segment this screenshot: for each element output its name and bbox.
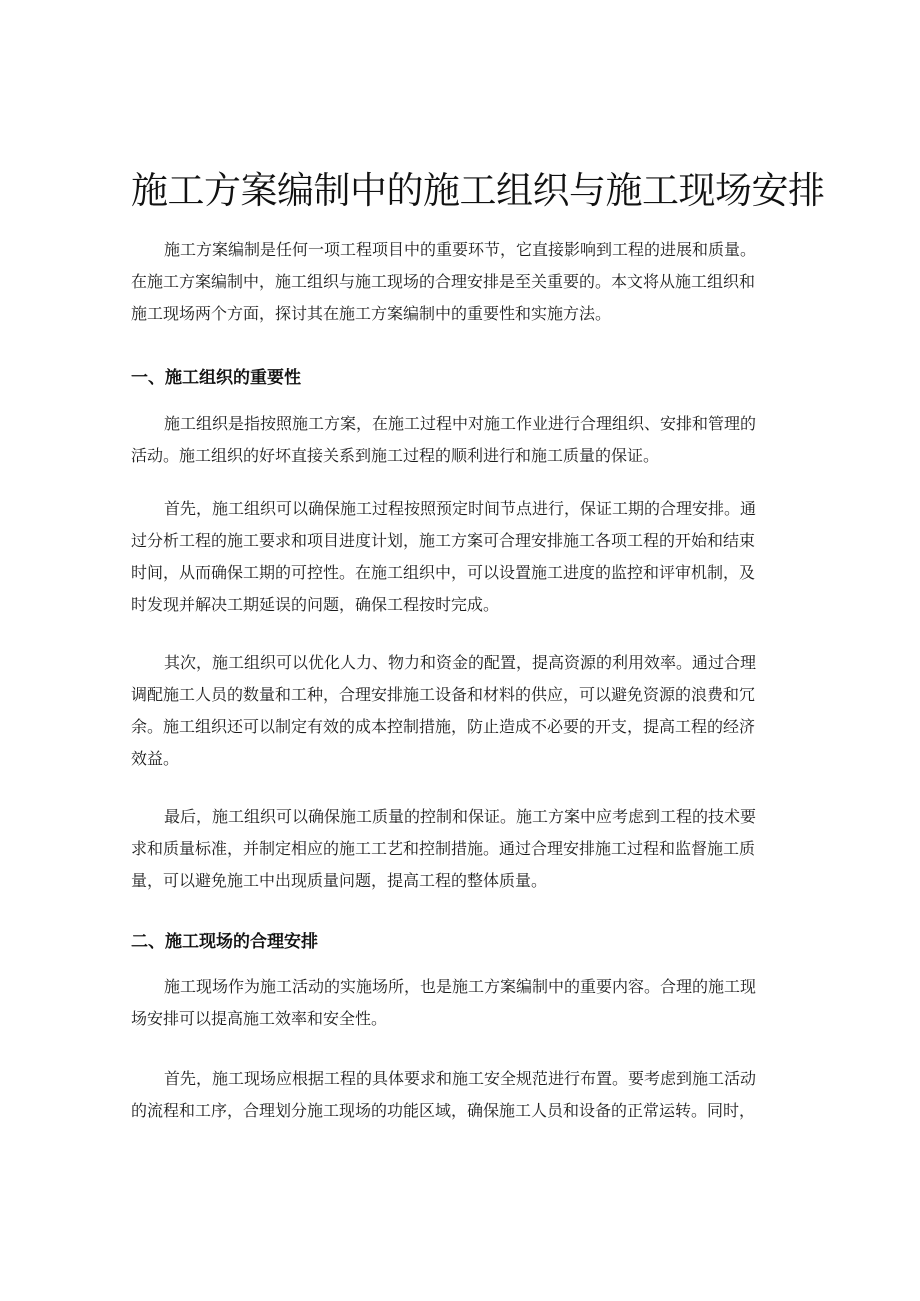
- section-1-paragraph-3: [131, 647, 797, 775]
- paragraph-line: 首先，施工组织可以确保施工过程按照预定时间节点进行，保证工期的合理安排。通: [164, 499, 757, 518]
- paragraph-line: 场安排可以提高施工效率和安全性。: [131, 1009, 388, 1028]
- paragraph-line: 在施工方案编制中，施工组织与施工现场的合理安排是至关重要的。本文将从施工组织和: [131, 272, 756, 291]
- paragraph-line: 施工现场作为施工活动的实施场所，也是施工方案编制中的重要内容。合理的施工现: [164, 977, 757, 996]
- section-2-paragraph-1: [131, 971, 797, 1035]
- paragraph-line: 施工组织是指按照施工方案，在施工过程中对施工作业进行合理组织、安排和管理的: [164, 414, 757, 433]
- paragraph-line: 施工方案编制是任何一项工程项目中的重要环节，它直接影响到工程的进展和质量。: [164, 240, 757, 259]
- paragraph-line: 时间，从而确保工期的可控性。在施工组织中，可以设置施工进度的监控和评审机制，及: [131, 563, 756, 582]
- paragraph-line: 最后，施工组织可以确保施工质量的控制和保证。施工方案中应考虑到工程的技术要: [164, 807, 757, 826]
- paragraph-line: 施工现场两个方面，探讨其在施工方案编制中的重要性和实施方法。: [131, 304, 612, 323]
- section-2-paragraph-2: [131, 1063, 797, 1127]
- paragraph-line: 调配施工人员的数量和工种，合理安排施工设备和材料的供应，可以避免资源的浪费和冗: [131, 685, 756, 704]
- paragraph-line: 量，可以避免施工中出现质量问题，提高工程的整体质量。: [131, 871, 548, 890]
- paragraph-line: 首先，施工现场应根据工程的具体要求和施工安全规范进行布置。要考虑到施工活动: [164, 1069, 757, 1088]
- paragraph-line: 求和质量标准，并制定相应的施工工艺和控制措施。通过合理安排施工过程和监督施工质: [131, 839, 756, 858]
- paragraph-line: 活动。施工组织的好坏直接关系到施工过程的顺利进行和施工质量的保证。: [131, 446, 660, 465]
- paragraph-line: 过分析工程的施工要求和项目进度计划，施工方案可合理安排施工各项工程的开始和结束: [131, 531, 756, 550]
- paragraph-line: 时发现并解决工期延误的问题，确保工程按时完成。: [131, 595, 500, 614]
- section-1-paragraph-4: [131, 801, 797, 897]
- paragraph-line: 余。施工组织还可以制定有效的成本控制措施，防止造成不必要的开支，提高工程的经济: [131, 717, 756, 736]
- section-1-paragraph-2: [131, 493, 797, 621]
- section-1-heading: 一、施工组织的重要性: [131, 368, 301, 388]
- document-title: 施工方案编制中的施工组织与施工现场安排: [131, 169, 825, 212]
- section-1-paragraph-1: [131, 408, 797, 472]
- section-2-heading: 二、施工现场的合理安排: [131, 932, 318, 952]
- paragraph-line: 其次，施工组织可以优化人力、物力和资金的配置，提高资源的利用效率。通过合理: [164, 653, 757, 672]
- intro-paragraph: [131, 234, 797, 330]
- paragraph-line: 的流程和工序，合理划分施工现场的功能区域，确保施工人员和设备的正常运转。同时，: [131, 1101, 756, 1120]
- paragraph-line: 效益。: [131, 749, 180, 768]
